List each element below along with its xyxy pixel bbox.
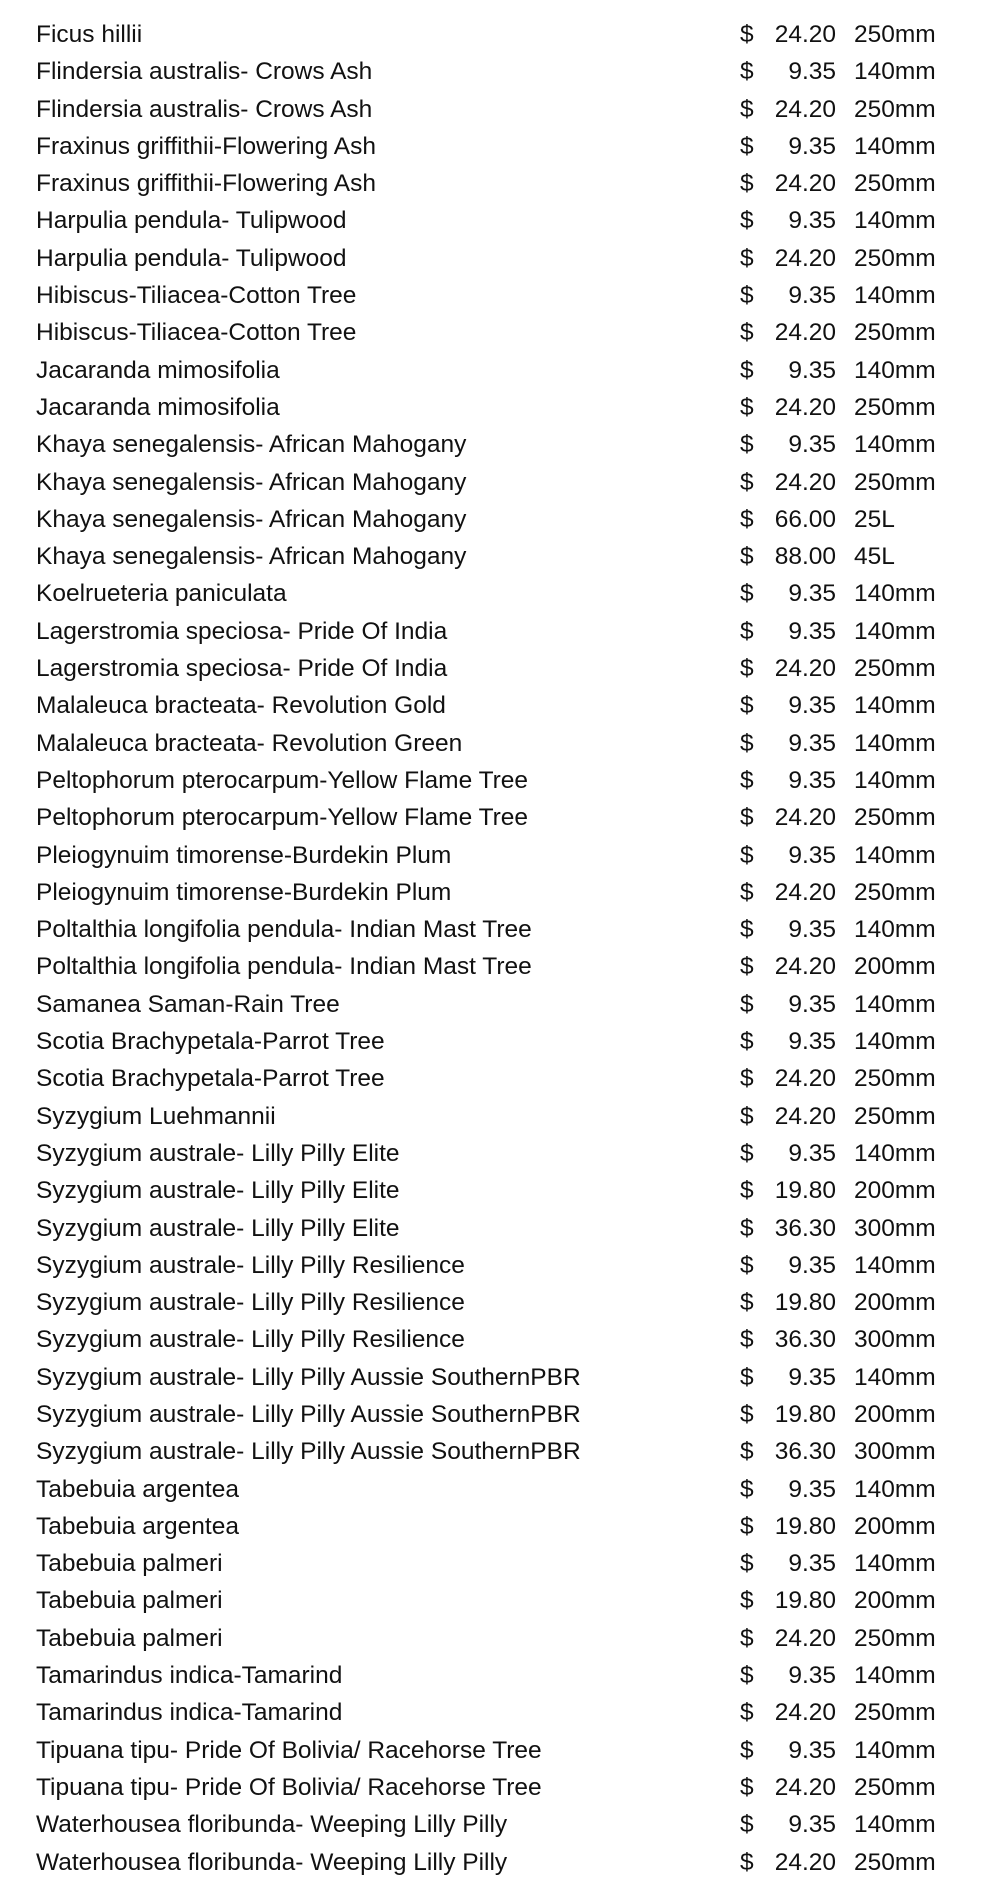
currency-symbol: $ — [740, 505, 754, 533]
price-value: 24.20 — [774, 170, 836, 198]
price-list-row — [0, 687, 988, 724]
plant-name: Syzygium australe- Lilly Pilly Aussie SouthernPBR — [36, 1400, 581, 1428]
plant-name: Syzygium Luehmannii — [36, 1102, 276, 1130]
plant-name: Flindersia australis- Crows Ash — [36, 58, 373, 86]
currency-symbol: $ — [740, 1699, 754, 1727]
pot-size: 200mm — [854, 1587, 936, 1615]
pot-size: 140mm — [854, 1475, 936, 1503]
pot-size: 140mm — [854, 990, 936, 1018]
price-value: 9.35 — [788, 841, 836, 869]
price-list-row — [0, 725, 988, 762]
price-value: 9.35 — [788, 990, 836, 1018]
currency-symbol: $ — [740, 393, 754, 421]
price-list-row — [0, 837, 988, 874]
price-list-row — [0, 426, 988, 463]
price-value: 24.20 — [774, 1773, 836, 1801]
currency-symbol: $ — [740, 953, 754, 981]
price-value: 9.35 — [788, 1736, 836, 1764]
price-value: 9.35 — [788, 916, 836, 944]
currency-symbol: $ — [740, 543, 754, 571]
price-value: 9.35 — [788, 692, 836, 720]
price-list-row — [0, 1806, 988, 1843]
price-value: 9.35 — [788, 1811, 836, 1839]
plant-name: Fraxinus griffithii-Flowering Ash — [36, 132, 376, 160]
price-list-row — [0, 91, 988, 128]
pot-size: 250mm — [854, 393, 936, 421]
price-list-row — [0, 1545, 988, 1582]
price-list-row — [0, 986, 988, 1023]
currency-symbol: $ — [740, 804, 754, 832]
price-value: 9.35 — [788, 729, 836, 757]
price-value: 9.35 — [788, 1251, 836, 1279]
price-value: 24.20 — [774, 1065, 836, 1093]
pot-size: 250mm — [854, 170, 936, 198]
plant-name: Poltalthia longifolia pendula- Indian Mast Tree — [36, 953, 532, 981]
price-list-row — [0, 613, 988, 650]
currency-symbol: $ — [740, 1214, 754, 1242]
price-list-row — [0, 538, 988, 575]
currency-symbol: $ — [740, 1512, 754, 1540]
currency-symbol: $ — [740, 916, 754, 944]
price-value: 9.35 — [788, 617, 836, 645]
price-list-row — [0, 1060, 988, 1097]
currency-symbol: $ — [740, 170, 754, 198]
price-value: 24.20 — [774, 804, 836, 832]
currency-symbol: $ — [740, 1289, 754, 1317]
pot-size: 140mm — [854, 692, 936, 720]
price-list-row — [0, 314, 988, 351]
price-list-row — [0, 1732, 988, 1769]
pot-size: 250mm — [854, 1848, 936, 1876]
price-list-row — [0, 1321, 988, 1358]
pot-size: 140mm — [854, 841, 936, 869]
plant-name: Poltalthia longifolia pendula- Indian Mast Tree — [36, 916, 532, 944]
pot-size: 250mm — [854, 95, 936, 123]
plant-name: Malaleuca bracteata- Revolution Gold — [36, 692, 446, 720]
plant-name: Peltophorum pterocarpum-Yellow Flame Tree — [36, 766, 529, 794]
currency-symbol: $ — [740, 1251, 754, 1279]
pot-size: 140mm — [854, 729, 936, 757]
price-list-row — [0, 1098, 988, 1135]
price-value: 24.20 — [774, 95, 836, 123]
currency-symbol: $ — [740, 1475, 754, 1503]
pot-size: 250mm — [854, 1624, 936, 1652]
pot-size: 140mm — [854, 58, 936, 86]
plant-name: Tipuana tipu- Pride Of Bolivia/ Racehorse Tree — [36, 1736, 542, 1764]
price-list-row — [0, 1844, 988, 1881]
plant-name: Lagerstromia speciosa- Pride Of India — [36, 655, 448, 683]
currency-symbol: $ — [740, 878, 754, 906]
price-list-row — [0, 501, 988, 538]
price-value: 9.35 — [788, 1475, 836, 1503]
price-list-row — [0, 1657, 988, 1694]
price-value: 19.80 — [774, 1587, 836, 1615]
plant-name: Samanea Saman-Rain Tree — [36, 990, 340, 1018]
price-value: 36.30 — [774, 1438, 836, 1466]
pot-size: 140mm — [854, 282, 936, 310]
plant-name: Harpulia pendula- Tulipwood — [36, 244, 347, 272]
plant-name: Pleiogynuim timorense-Burdekin Plum — [36, 841, 452, 869]
price-list-row — [0, 799, 988, 836]
price-value: 9.35 — [788, 1363, 836, 1391]
price-list-row — [0, 1359, 988, 1396]
pot-size: 250mm — [854, 21, 936, 48]
price-value: 19.80 — [774, 1400, 836, 1428]
currency-symbol: $ — [740, 1177, 754, 1205]
price-value: 9.35 — [788, 132, 836, 160]
currency-symbol: $ — [740, 58, 754, 86]
plant-name: Syzygium australe- Lilly Pilly Resilience — [36, 1289, 465, 1317]
price-list-row — [0, 1694, 988, 1731]
pot-size: 140mm — [854, 766, 936, 794]
plant-name: Tabebuia palmeri — [36, 1624, 223, 1652]
currency-symbol: $ — [740, 1624, 754, 1652]
price-list-row — [0, 911, 988, 948]
pot-size: 140mm — [854, 916, 936, 944]
currency-symbol: $ — [740, 1028, 754, 1056]
plant-name: Khaya senegalensis- African Mahogany — [36, 505, 467, 533]
pot-size: 250mm — [854, 1699, 936, 1727]
price-list-row — [0, 202, 988, 239]
price-list-row — [0, 762, 988, 799]
plant-name: Khaya senegalensis- African Mahogany — [36, 468, 467, 496]
pot-size: 250mm — [854, 1065, 936, 1093]
price-value: 24.20 — [774, 244, 836, 272]
price-value: 9.35 — [788, 580, 836, 608]
currency-symbol: $ — [740, 1400, 754, 1428]
plant-name: Waterhousea floribunda- Weeping Lilly Pilly — [36, 1848, 508, 1876]
currency-symbol: $ — [740, 617, 754, 645]
price-value: 19.80 — [774, 1289, 836, 1317]
price-value: 24.20 — [774, 1102, 836, 1130]
pot-size: 200mm — [854, 953, 936, 981]
price-value: 88.00 — [774, 543, 836, 571]
price-list-row — [0, 16, 988, 53]
currency-symbol: $ — [740, 21, 754, 48]
pot-size: 140mm — [854, 1363, 936, 1391]
price-list-row — [0, 1247, 988, 1284]
price-value: 24.20 — [774, 393, 836, 421]
currency-symbol: $ — [740, 766, 754, 794]
price-value: 24.20 — [774, 319, 836, 347]
price-list-row — [0, 1769, 988, 1806]
pot-size: 250mm — [854, 1773, 936, 1801]
price-list-row — [0, 575, 988, 612]
pot-size: 140mm — [854, 132, 936, 160]
currency-symbol: $ — [740, 692, 754, 720]
pot-size: 140mm — [854, 1736, 936, 1764]
plant-name: Pleiogynuim timorense-Burdekin Plum — [36, 878, 452, 906]
price-list-row — [0, 874, 988, 911]
price-list-row — [0, 1620, 988, 1657]
plant-name: Tipuana tipu- Pride Of Bolivia/ Racehorse Tree — [36, 1773, 542, 1801]
pot-size: 140mm — [854, 207, 936, 235]
pot-size: 200mm — [854, 1289, 936, 1317]
plant-name: Syzygium australe- Lilly Pilly Aussie SouthernPBR — [36, 1363, 581, 1391]
plant-name: Jacaranda mimosifolia — [36, 393, 280, 421]
currency-symbol: $ — [740, 841, 754, 869]
plant-name: Khaya senegalensis- African Mahogany — [36, 431, 467, 459]
plant-name: Tabebuia argentea — [36, 1475, 239, 1503]
price-value: 24.20 — [774, 21, 836, 48]
price-value: 24.20 — [774, 1699, 836, 1727]
currency-symbol: $ — [740, 580, 754, 608]
plant-name: Tamarindus indica-Tamarind — [36, 1699, 343, 1727]
currency-symbol: $ — [740, 1662, 754, 1690]
plant-name: Jacaranda mimosifolia — [36, 356, 280, 384]
currency-symbol: $ — [740, 282, 754, 310]
plant-name: Tabebuia palmeri — [36, 1587, 223, 1615]
plant-name: Malaleuca bracteata- Revolution Green — [36, 729, 463, 757]
price-list-row — [0, 352, 988, 389]
plant-name: Flindersia australis- Crows Ash — [36, 95, 373, 123]
currency-symbol: $ — [740, 655, 754, 683]
pot-size: 140mm — [854, 1028, 936, 1056]
currency-symbol: $ — [740, 1139, 754, 1167]
currency-symbol: $ — [740, 356, 754, 384]
price-value: 9.35 — [788, 1139, 836, 1167]
pot-size: 140mm — [854, 1139, 936, 1167]
plant-name: Syzygium australe- Lilly Pilly Elite — [36, 1177, 400, 1205]
price-value: 9.35 — [788, 356, 836, 384]
plant-name: Hibiscus-Tiliacea-Cotton Tree — [36, 282, 357, 310]
price-value: 24.20 — [774, 655, 836, 683]
price-list-row — [0, 948, 988, 985]
price-value: 9.35 — [788, 1662, 836, 1690]
price-value: 66.00 — [774, 505, 836, 533]
currency-symbol: $ — [740, 95, 754, 123]
plant-name: Scotia Brachypetala-Parrot Tree — [36, 1065, 385, 1093]
price-list-row — [0, 128, 988, 165]
currency-symbol: $ — [740, 244, 754, 272]
pot-size: 250mm — [854, 468, 936, 496]
price-value: 9.35 — [788, 207, 836, 235]
currency-symbol: $ — [740, 1326, 754, 1354]
currency-symbol: $ — [740, 468, 754, 496]
currency-symbol: $ — [740, 1550, 754, 1578]
price-list-row — [0, 650, 988, 687]
plant-name: Tabebuia argentea — [36, 1512, 239, 1540]
currency-symbol: $ — [740, 729, 754, 757]
pot-size: 45L — [854, 543, 895, 571]
price-value: 9.35 — [788, 58, 836, 86]
currency-symbol: $ — [740, 431, 754, 459]
price-value: 9.35 — [788, 1028, 836, 1056]
currency-symbol: $ — [740, 1811, 754, 1839]
currency-symbol: $ — [740, 990, 754, 1018]
plant-name: Koelrueteria paniculata — [36, 580, 287, 608]
plant-name: Syzygium australe- Lilly Pilly Elite — [36, 1214, 400, 1242]
price-list-row — [0, 1582, 988, 1619]
plant-name: Syzygium australe- Lilly Pilly Aussie SouthernPBR — [36, 1438, 581, 1466]
currency-symbol: $ — [740, 1363, 754, 1391]
price-list-row — [0, 53, 988, 90]
plant-name: Ficus hillii — [36, 21, 143, 48]
price-list — [0, 16, 988, 1881]
price-value: 9.35 — [788, 431, 836, 459]
pot-size: 200mm — [854, 1400, 936, 1428]
plant-name: Tamarindus indica-Tamarind — [36, 1662, 343, 1690]
pot-size: 250mm — [854, 244, 936, 272]
plant-name: Syzygium australe- Lilly Pilly Elite — [36, 1139, 400, 1167]
currency-symbol: $ — [740, 1065, 754, 1093]
price-value: 24.20 — [774, 1624, 836, 1652]
price-value: 19.80 — [774, 1177, 836, 1205]
pot-size: 300mm — [854, 1214, 936, 1242]
currency-symbol: $ — [740, 319, 754, 347]
pot-size: 250mm — [854, 878, 936, 906]
pot-size: 140mm — [854, 1811, 936, 1839]
pot-size: 250mm — [854, 655, 936, 683]
currency-symbol: $ — [740, 1848, 754, 1876]
pot-size: 250mm — [854, 1102, 936, 1130]
plant-name: Khaya senegalensis- African Mahogany — [36, 543, 467, 571]
pot-size: 250mm — [854, 319, 936, 347]
price-value: 19.80 — [774, 1512, 836, 1540]
price-value: 36.30 — [774, 1214, 836, 1242]
price-value: 9.35 — [788, 766, 836, 794]
price-list-row — [0, 1284, 988, 1321]
pot-size: 200mm — [854, 1512, 936, 1540]
pot-size: 140mm — [854, 1550, 936, 1578]
pot-size: 25L — [854, 505, 895, 533]
plant-name: Peltophorum pterocarpum-Yellow Flame Tree — [36, 804, 529, 832]
currency-symbol: $ — [740, 132, 754, 160]
currency-symbol: $ — [740, 1587, 754, 1615]
plant-name: Fraxinus griffithii-Flowering Ash — [36, 170, 376, 198]
currency-symbol: $ — [740, 1438, 754, 1466]
pot-size: 300mm — [854, 1326, 936, 1354]
pot-size: 140mm — [854, 356, 936, 384]
pot-size: 140mm — [854, 431, 936, 459]
pot-size: 300mm — [854, 1438, 936, 1466]
pot-size: 250mm — [854, 804, 936, 832]
price-list-row — [0, 1135, 988, 1172]
price-list-row — [0, 277, 988, 314]
currency-symbol: $ — [740, 207, 754, 235]
plant-name: Syzygium australe- Lilly Pilly Resilience — [36, 1251, 465, 1279]
price-list-row — [0, 240, 988, 277]
currency-symbol: $ — [740, 1736, 754, 1764]
price-list-row — [0, 1471, 988, 1508]
pot-size: 140mm — [854, 1662, 936, 1690]
price-value: 9.35 — [788, 282, 836, 310]
plant-name: Harpulia pendula- Tulipwood — [36, 207, 347, 235]
price-list-row — [0, 1508, 988, 1545]
plant-name: Lagerstromia speciosa- Pride Of India — [36, 617, 448, 645]
price-value: 24.20 — [774, 953, 836, 981]
plant-name: Syzygium australe- Lilly Pilly Resilience — [36, 1326, 465, 1354]
price-list-row — [0, 389, 988, 426]
plant-name: Scotia Brachypetala-Parrot Tree — [36, 1028, 385, 1056]
price-list-row — [0, 1396, 988, 1433]
plant-name: Hibiscus-Tiliacea-Cotton Tree — [36, 319, 357, 347]
price-value: 24.20 — [774, 1848, 836, 1876]
pot-size: 140mm — [854, 617, 936, 645]
price-list-row — [0, 165, 988, 202]
currency-symbol: $ — [740, 1773, 754, 1801]
price-value: 24.20 — [774, 468, 836, 496]
price-value: 24.20 — [774, 878, 836, 906]
currency-symbol: $ — [740, 1102, 754, 1130]
pot-size: 140mm — [854, 580, 936, 608]
price-list-row — [0, 464, 988, 501]
price-list-row — [0, 1210, 988, 1247]
price-value: 9.35 — [788, 1550, 836, 1578]
plant-name: Waterhousea floribunda- Weeping Lilly Pilly — [36, 1811, 508, 1839]
price-list-row — [0, 1023, 988, 1060]
price-list-row — [0, 1433, 988, 1470]
price-value: 36.30 — [774, 1326, 836, 1354]
price-list-row — [0, 1172, 988, 1209]
pot-size: 200mm — [854, 1177, 936, 1205]
pot-size: 140mm — [854, 1251, 936, 1279]
plant-name: Tabebuia palmeri — [36, 1550, 223, 1578]
